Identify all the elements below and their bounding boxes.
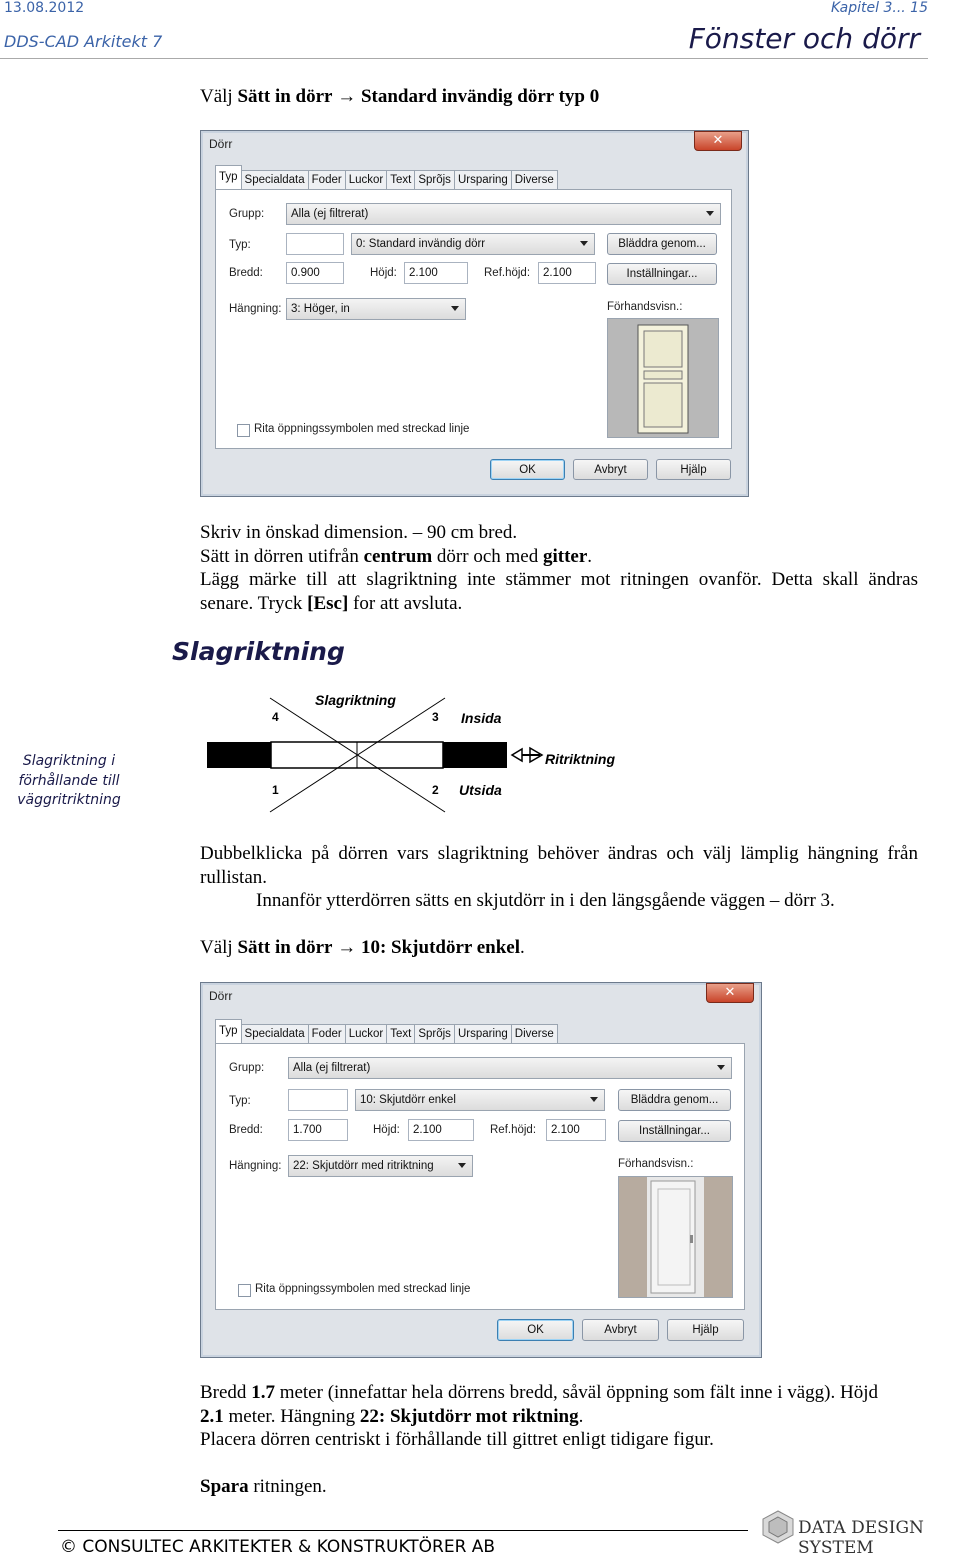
grupp-value: Alla (ej filtrerat) — [291, 208, 369, 220]
grupp-select[interactable] — [288, 1057, 732, 1079]
copyright-icon: © — [60, 1537, 83, 1557]
dashed-line-label: Rita öppningssymbolen med streckad linje — [255, 1283, 471, 1295]
arrow-icon: → — [337, 86, 357, 107]
grupp-label: Grupp: — [229, 208, 265, 220]
para3-line3: Placera dörren centriskt i förhållande till gittret enligt tidigare figur. — [200, 1429, 714, 1450]
diagram-insida: Insida — [461, 710, 502, 726]
door-preview — [618, 1176, 733, 1298]
para1-line4 — [200, 592, 918, 616]
para1-line2-b: centrum — [363, 545, 433, 567]
tab-panel — [215, 189, 732, 449]
paragraph-doubleclick — [200, 842, 918, 913]
hangning-select[interactable] — [286, 298, 466, 320]
para1-line3: Lägg märke till att slagriktning inte stämmer mot ritningen ovanför. Detta skall ändras — [200, 569, 918, 590]
intro-prefix: Välj — [200, 86, 238, 107]
refhojd-label: Ref.höjd: — [484, 267, 531, 279]
para1-line2-c: dörr och med — [432, 545, 543, 567]
para3-line1 — [200, 1381, 918, 1405]
side-note-line3: väggritriktning — [17, 792, 121, 808]
diagram-utsida: Utsida — [459, 782, 502, 798]
wall-left — [207, 742, 271, 768]
installningar-button[interactable]: Inställningar... — [618, 1120, 731, 1142]
hangning-value: 3: Höger, in — [291, 303, 350, 315]
grupp-select[interactable] — [286, 203, 721, 225]
grupp-label: Grupp: — [229, 1062, 265, 1074]
ok-button[interactable]: OK — [490, 459, 565, 480]
bladdra-button[interactable]: Bläddra genom... — [607, 233, 717, 255]
para1-line2-e: . — [587, 545, 593, 567]
diagram-n4: 4 — [272, 710, 279, 724]
chevron-down-icon — [706, 211, 714, 216]
dashed-line-checkbox[interactable] — [237, 424, 250, 437]
para3-l2-b: meter. Hängning — [223, 1405, 360, 1427]
tab-specialdata[interactable]: Specialdata — [241, 170, 309, 190]
typ-select[interactable] — [355, 1089, 605, 1111]
ok-button[interactable]: OK — [497, 1319, 574, 1341]
bredd-label: Bredd: — [229, 267, 263, 279]
side-note-line2: förhållande till — [18, 772, 120, 789]
tab-sprojs[interactable]: Sprõjs — [414, 1024, 455, 1044]
slagriktning-diagram — [200, 688, 630, 820]
para1-line2-a: Sätt in dörren utifrån — [200, 545, 364, 567]
door-dialog-2 — [200, 982, 762, 1358]
arrow-icon: → — [337, 937, 357, 958]
intro-instruction-1 — [200, 85, 599, 109]
paragraph-dimension — [200, 521, 918, 615]
tab-typ[interactable]: Typ — [215, 1019, 242, 1046]
diagram-n1: 1 — [272, 783, 279, 797]
para3-l2-c: 22: Skjutdörr mot riktning — [359, 1405, 579, 1427]
footer-rule — [58, 1530, 748, 1531]
close-icon[interactable]: ✕ — [706, 983, 754, 1003]
paragraph-width — [200, 1381, 918, 1452]
para4-b: ritningen. — [248, 1476, 327, 1497]
typ-label: Typ: — [229, 239, 251, 251]
bladdra-button[interactable]: Bläddra genom... — [618, 1089, 731, 1111]
typ-number-field[interactable] — [286, 233, 344, 255]
dialog-title: Dörr — [209, 137, 233, 151]
tab-specialdata[interactable]: Specialdata — [241, 1024, 309, 1044]
tab-sprojs[interactable]: Sprõjs — [414, 170, 455, 190]
door-dialog-1 — [200, 130, 749, 497]
dashed-line-checkbox[interactable] — [238, 1284, 251, 1297]
footer-company-name: CONSULTEC ARKITEKTER & KONSTRUKTÖRER AB — [82, 1537, 496, 1557]
door-preview-image — [608, 319, 718, 437]
footer-company — [60, 1537, 495, 1557]
chevron-down-icon — [580, 241, 588, 246]
bredd-label: Bredd: — [229, 1124, 263, 1136]
paragraph-save — [200, 1475, 327, 1499]
installningar-button[interactable]: Inställningar... — [607, 263, 717, 285]
tab-text[interactable]: Text — [386, 170, 415, 190]
close-icon[interactable]: ✕ — [694, 131, 742, 151]
chevron-down-icon — [451, 306, 459, 311]
side-note — [14, 752, 124, 811]
tab-luckor[interactable]: Luckor — [345, 1024, 388, 1044]
logo-text: DATA DESIGN SYSTEM — [798, 1518, 924, 1558]
para3-line2 — [200, 1405, 918, 1429]
tab-ursparing[interactable]: Ursparing — [454, 170, 512, 190]
refhojd-label: Ref.höjd: — [490, 1124, 537, 1136]
para2-line3: Innanför ytterdörren sätts en skjutdörr in i den längsgående väggen – dörr 3. — [256, 890, 835, 911]
dds-logo-icon — [760, 1509, 796, 1545]
para3-l2-d: . — [578, 1405, 584, 1427]
refhojd-field[interactable]: 2.100 — [546, 1119, 606, 1141]
tab-luckor[interactable]: Luckor — [345, 170, 388, 190]
para1-line4-a: senare. Tryck — [200, 592, 308, 614]
tab-panel — [215, 1043, 745, 1310]
diagram-ritriktning: Ritriktning — [545, 751, 615, 767]
diagram-slagriktning-label: Slagriktning — [315, 692, 396, 708]
header-chapter: Kapitel 3... 15 — [830, 0, 928, 16]
chevron-down-icon — [458, 1163, 466, 1168]
tab-foder[interactable]: Foder — [308, 170, 346, 190]
tab-diverse[interactable]: Diverse — [511, 170, 558, 190]
hojd-label: Höjd: — [370, 267, 397, 279]
intro2-suffix: . — [520, 937, 525, 958]
para2-line2: rullistan. — [200, 866, 268, 888]
tab-text[interactable]: Text — [386, 1024, 415, 1044]
header-date: 13.08.2012 — [4, 0, 85, 16]
section-title: Slagriktning — [172, 637, 345, 666]
para3-l1-c: meter (innefattar hela dörrens bredd, såväl öppning som fält inne i vägg). Höjd — [274, 1382, 879, 1403]
logo-svg — [760, 1509, 796, 1545]
wall-right — [443, 742, 507, 768]
forhandsvisn-label: Förhandsvisn.: — [607, 301, 683, 313]
diagram-n3: 3 — [432, 710, 439, 724]
chevron-down-icon — [590, 1097, 598, 1102]
hojd-label: Höjd: — [373, 1124, 400, 1136]
hangning-label: Hängning: — [229, 303, 282, 315]
cancel-button[interactable]: Avbryt — [582, 1319, 659, 1341]
dialog-title: Dörr — [209, 989, 233, 1003]
para2-line1: Dubbelklicka på dörren vars slagriktning behöver ändras och välj lämplig hängning från — [200, 843, 918, 864]
dashed-line-label: Rita öppningssymbolen med streckad linje — [254, 423, 470, 435]
header-divider — [0, 58, 928, 59]
para1-line4-c: for att avsluta. — [348, 592, 463, 614]
grupp-value: Alla (ej filtrerat) — [293, 1062, 371, 1074]
hangning-value: 22: Skjutdörr med ritriktning — [293, 1160, 434, 1172]
hojd-field[interactable]: 2.100 — [408, 1119, 474, 1141]
help-button[interactable]: Hjälp — [667, 1319, 744, 1341]
typ-label: Typ: — [229, 1095, 251, 1107]
chevron-down-icon — [717, 1065, 725, 1070]
tab-diverse[interactable]: Diverse — [511, 1024, 558, 1044]
help-button[interactable]: Hjälp — [656, 459, 731, 480]
forhandsvisn-label: Förhandsvisn.: — [618, 1158, 694, 1170]
intro2-command: Sätt in dörr — [237, 937, 333, 958]
para1-line2 — [200, 545, 918, 569]
typ-number-field[interactable] — [288, 1089, 348, 1111]
diagram-n2: 2 — [432, 783, 439, 797]
header-app-name: DDS-CAD Arkitekt 7 — [4, 32, 163, 51]
cancel-button[interactable]: Avbryt — [573, 459, 648, 480]
tab-foder[interactable]: Foder — [308, 1024, 346, 1044]
hojd-field[interactable]: 2.100 — [404, 262, 468, 284]
door-preview-image — [619, 1177, 732, 1297]
page-title: Fönster och dörr — [688, 22, 920, 55]
para4-a: Spara — [200, 1476, 249, 1497]
intro-instruction-2 — [200, 936, 525, 960]
intro2-prefix: Välj — [200, 937, 238, 958]
door-preview — [607, 318, 719, 438]
bredd-field[interactable]: 0.900 — [286, 262, 344, 284]
side-note-line1: Slagriktning i — [22, 753, 116, 769]
refhojd-field[interactable]: 2.100 — [538, 262, 596, 284]
para3-l1-b: 1.7 — [251, 1382, 275, 1403]
para1-line4-b: [Esc] — [307, 592, 349, 614]
para1-line1: Skriv in önskad dimension. – 90 cm bred. — [200, 522, 518, 543]
tab-ursparing[interactable]: Ursparing — [454, 1024, 512, 1044]
hangning-select[interactable] — [288, 1155, 473, 1177]
typ-value: 0: Standard invändig dörr — [356, 238, 486, 250]
intro2-target: 10: Skjutdörr enkel — [360, 937, 521, 958]
tab-typ[interactable]: Typ — [215, 165, 242, 192]
para3-l2-a: 2.1 — [200, 1405, 224, 1427]
bredd-field[interactable]: 1.700 — [288, 1119, 348, 1141]
typ-select[interactable] — [351, 233, 595, 255]
hangning-label: Hängning: — [229, 1160, 282, 1172]
para1-line2-d: gitter — [542, 545, 588, 567]
intro-command: Sätt in dörr — [237, 86, 333, 107]
intro-target: Standard invändig dörr typ 0 — [360, 86, 600, 107]
typ-value: 10: Skjutdörr enkel — [360, 1094, 456, 1106]
para3-l1-a: Bredd — [200, 1382, 252, 1403]
